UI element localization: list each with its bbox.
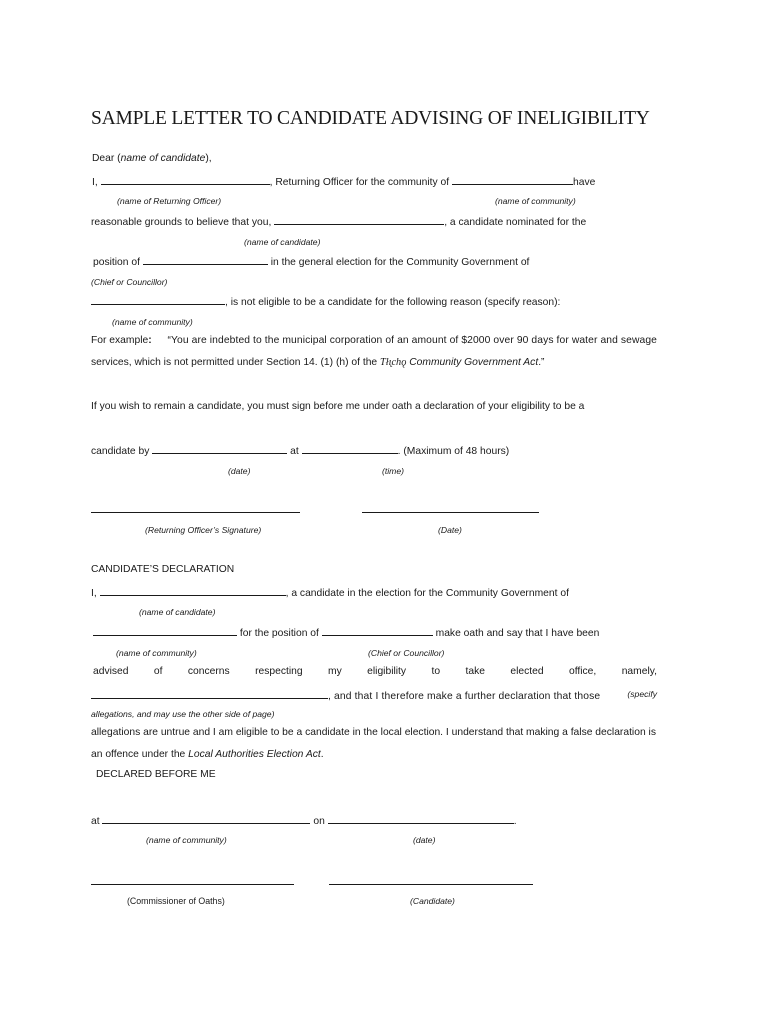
caption-declaration-candidate: (name of candidate) bbox=[139, 607, 216, 617]
grounds-line bbox=[91, 214, 586, 229]
officer-line bbox=[92, 174, 595, 189]
declared-community-blank[interactable] bbox=[102, 813, 310, 824]
caption-candidate-signature: (Candidate) bbox=[410, 896, 455, 906]
declaration-specify: (specify bbox=[627, 689, 657, 699]
declared-before-me: DECLARED BEFORE ME bbox=[96, 769, 216, 780]
example-label-wrap bbox=[91, 335, 152, 347]
officer-line-end: have bbox=[573, 177, 596, 188]
caption-declaration-position: (Chief or Councillor) bbox=[368, 648, 445, 658]
declaration-line-3 bbox=[93, 666, 657, 678]
example-text-2: services, which is not permitted under Section 14. (1) (h) of the bbox=[91, 357, 378, 368]
signature-date-line[interactable] bbox=[362, 512, 539, 513]
declaration-line-7-start: an offence under the bbox=[91, 749, 186, 760]
grounds-line-start: reasonable grounds to believe that you, bbox=[91, 217, 272, 228]
concerns-blank[interactable] bbox=[91, 688, 328, 699]
declaration-line-5: allegations, and may use the other side of page) bbox=[91, 709, 275, 719]
candidate-signature-line[interactable] bbox=[329, 884, 533, 885]
caption-officer: (name of Returning Officer) bbox=[117, 196, 222, 206]
word: respecting bbox=[255, 666, 303, 677]
position-line-end: in the general election for the Community Government of bbox=[270, 257, 530, 268]
candidate-by-at: at bbox=[290, 446, 299, 457]
declaration-line-4 bbox=[91, 688, 657, 703]
salutation-prefix: Dear ( bbox=[92, 153, 121, 164]
at-on-line bbox=[91, 813, 517, 828]
position-blank[interactable] bbox=[143, 254, 268, 265]
officer-line-mid: , Returning Officer for the community of bbox=[269, 177, 450, 188]
officer-line-i: I, bbox=[92, 177, 98, 188]
declaration-line-2-mid: for the position of bbox=[239, 628, 319, 639]
declaration-line-6: allegations are untrue and I am eligible to be a candidate in the local election. I understand that making a false declaration is bbox=[91, 727, 656, 738]
returning-officer-blank[interactable] bbox=[101, 174, 270, 185]
caption-officer-signature: (Returning Officer’s Signature) bbox=[145, 525, 262, 535]
deadline-time-blank[interactable] bbox=[302, 443, 398, 454]
word: to bbox=[431, 666, 441, 677]
declared-date-blank[interactable] bbox=[328, 813, 514, 824]
example-line-2 bbox=[91, 357, 544, 369]
word: concerns bbox=[187, 666, 230, 677]
word: of bbox=[153, 666, 163, 677]
declaration-position-blank[interactable] bbox=[322, 625, 433, 636]
example-end: .” bbox=[538, 357, 545, 368]
declaration-line-1-end: , a candidate in the election for the Community Government of bbox=[285, 588, 569, 599]
grounds-line-end: , a candidate nominated for the bbox=[444, 217, 587, 228]
act-rest: Community Government Act bbox=[409, 357, 539, 368]
page-title: SAMPLE LETTER TO CANDIDATE ADVISING OF INELIGIBILITY bbox=[91, 108, 650, 129]
ineligible-community-blank[interactable] bbox=[91, 294, 225, 305]
local-authorities-act: Local Authorities Election Act bbox=[188, 749, 321, 760]
caption-commissioner: (Commissioner of Oaths) bbox=[127, 896, 225, 906]
position-line-start: position of bbox=[93, 257, 140, 268]
candidate-name-blank[interactable] bbox=[274, 214, 444, 225]
salutation-suffix: ), bbox=[205, 153, 212, 164]
word: office, bbox=[568, 666, 597, 677]
at-label: at bbox=[91, 816, 100, 827]
officer-signature-line[interactable] bbox=[91, 512, 300, 513]
caption-declared-date: (date) bbox=[413, 835, 436, 845]
word: elected bbox=[510, 666, 544, 677]
declaration-line-2-end: make oath and say that I have been bbox=[435, 628, 600, 639]
commissioner-signature-line[interactable] bbox=[91, 884, 294, 885]
caption-time: (time) bbox=[382, 466, 404, 476]
declaration-candidate-blank[interactable] bbox=[100, 585, 286, 596]
act-name: Tłı̨chǫ bbox=[380, 357, 407, 368]
declaration-i: I, bbox=[91, 588, 97, 599]
example-colon: : bbox=[148, 335, 152, 346]
deadline-date-blank[interactable] bbox=[152, 443, 287, 454]
word: namely, bbox=[621, 666, 657, 677]
at-on-period: . bbox=[513, 816, 517, 827]
position-line bbox=[93, 254, 529, 269]
word: eligibility bbox=[367, 666, 407, 677]
declaration-community-blank[interactable] bbox=[93, 625, 237, 636]
word: advised bbox=[93, 666, 129, 677]
example-label: For example bbox=[91, 335, 149, 346]
salutation bbox=[92, 153, 212, 165]
caption-community-2: (name of community) bbox=[112, 317, 193, 327]
example-text-1: “You are indebted to the municipal corporation of an amount of $2000 over 90 days for water and sewage bbox=[167, 335, 657, 346]
declaration-line-4-end: , and that I therefore make a further declaration that those bbox=[328, 691, 601, 702]
declaration-heading: CANDIDATE’S DECLARATION bbox=[91, 564, 235, 575]
caption-candidate: (name of candidate) bbox=[244, 237, 321, 247]
word: take bbox=[465, 666, 485, 677]
caption-signature-date: (Date) bbox=[438, 525, 462, 535]
caption-date: (date) bbox=[228, 466, 251, 476]
caption-declaration-community: (name of community) bbox=[116, 648, 197, 658]
caption-declared-community: (name of community) bbox=[146, 835, 227, 845]
declaration-line-4-left bbox=[91, 688, 600, 703]
declaration-line-2 bbox=[93, 625, 599, 640]
declaration-line-7 bbox=[91, 749, 324, 761]
candidate-by-end: . (Maximum of 48 hours) bbox=[397, 446, 510, 457]
ineligible-line-text: , is not eligible to be a candidate for the following reason (specify reason): bbox=[225, 297, 561, 308]
declaration-line-1 bbox=[91, 585, 569, 600]
ineligible-line bbox=[91, 294, 560, 309]
example-line-1 bbox=[91, 335, 657, 347]
community-blank[interactable] bbox=[452, 174, 573, 185]
candidate-by-line bbox=[91, 443, 509, 458]
declaration-line-7-end: . bbox=[320, 749, 324, 760]
wish-line: If you wish to remain a candidate, you must sign before me under oath a declaration of your eligibility to be a bbox=[91, 401, 585, 412]
candidate-by-start: candidate by bbox=[91, 446, 150, 457]
salutation-placeholder: name of candidate bbox=[120, 153, 206, 164]
word: my bbox=[328, 666, 342, 677]
on-label: on bbox=[313, 816, 325, 827]
caption-community: (name of community) bbox=[495, 196, 576, 206]
caption-chief-councillor: (Chief or Councillor) bbox=[91, 277, 168, 287]
